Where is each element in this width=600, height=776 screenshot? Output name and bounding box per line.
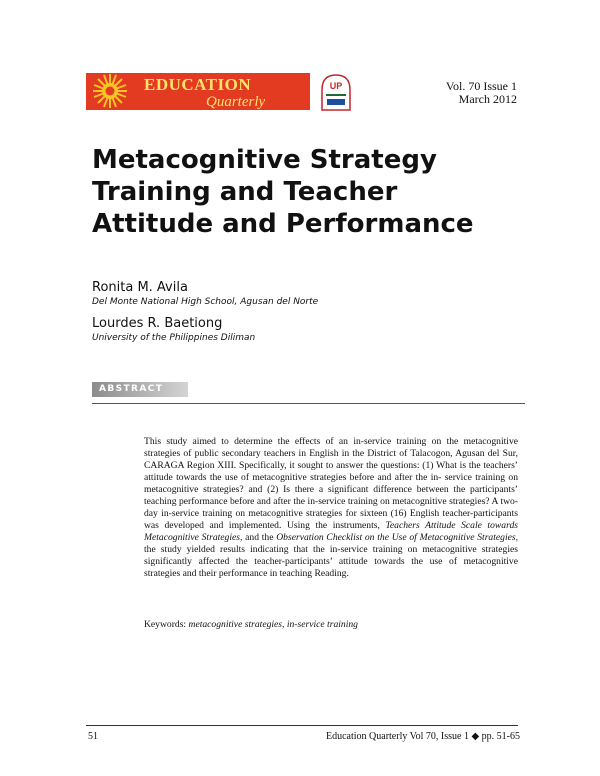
abstract-instrument-name: Observation Checklist on the Use of Metacognitive Strategies,	[276, 532, 518, 543]
abstract-text	[144, 436, 518, 580]
abstract-instrument-name: Teachers Attitude Scale towards Metacognitive Strategies,	[144, 520, 519, 543]
abstract-text-part: the study yielded results indicating that the in-service training on metacognitive strategies significantly affected the teacher-participants’ attitude towards the use of metacognitive strategies and their performance in teaching Reading.	[144, 544, 518, 579]
keywords-value: metacognitive strategies, in-service training	[188, 619, 358, 630]
article-title: Metacognitive Strategy Training and Teacher Attitude and Performance	[92, 145, 474, 239]
author-name: Ronita M. Avila	[92, 280, 188, 295]
author-name: Lourdes R. Baetiong	[92, 316, 223, 331]
logo-education-text: EDUCATION	[144, 75, 252, 94]
up-seal-icon	[322, 75, 350, 110]
abstract-divider	[92, 403, 525, 404]
journal-citation	[326, 731, 520, 742]
issue-date: March 2012	[458, 92, 517, 106]
author-affiliation: Del Monte National High School, Agusan del Norte	[92, 297, 319, 307]
author-affiliation: University of the Philippines Diliman	[92, 333, 256, 343]
issue-volume: Vol. 70 Issue 1	[445, 79, 517, 93]
logo-emblem-text: UP	[329, 81, 343, 91]
journal-name: Education Quarterly Vol 70, Issue 1	[326, 731, 469, 742]
abstract-heading: ABSTRACT	[99, 384, 164, 394]
abstract-heading-bar	[92, 382, 188, 397]
page-range: pp. 51-65	[481, 731, 520, 742]
logo-quarterly-text: Quarterly	[206, 94, 266, 110]
keywords-label: Keywords:	[144, 619, 187, 630]
keywords	[144, 619, 518, 630]
education-quarterly-logo	[86, 70, 352, 112]
sun-icon	[93, 74, 127, 108]
footer-divider	[86, 725, 518, 726]
page-number: 51	[88, 731, 98, 742]
diamond-icon: ◆	[471, 731, 480, 742]
abstract-text-part: This study aimed to determine the effects of an in-service training on the metacognitive strategies of public secondary teachers in English in the District of Talacogon, Agusan del Sur, CARAGA Region XIII. Specifically, it sought to answer the questions: (1) What is the teachers’ attitude towards the use of metacognitive strategies before and after the in- service training on metacognitive strategies? and (2) Is there a significant difference between the participants’ teaching performance before and after the in-service training on metacognitive strategies? A two-day in-service training on metacognitive strategies for sixteen (16) English teacher-participants was developed and implemented. Using the instruments,	[144, 436, 518, 531]
abstract-text-part: and the	[242, 532, 277, 543]
